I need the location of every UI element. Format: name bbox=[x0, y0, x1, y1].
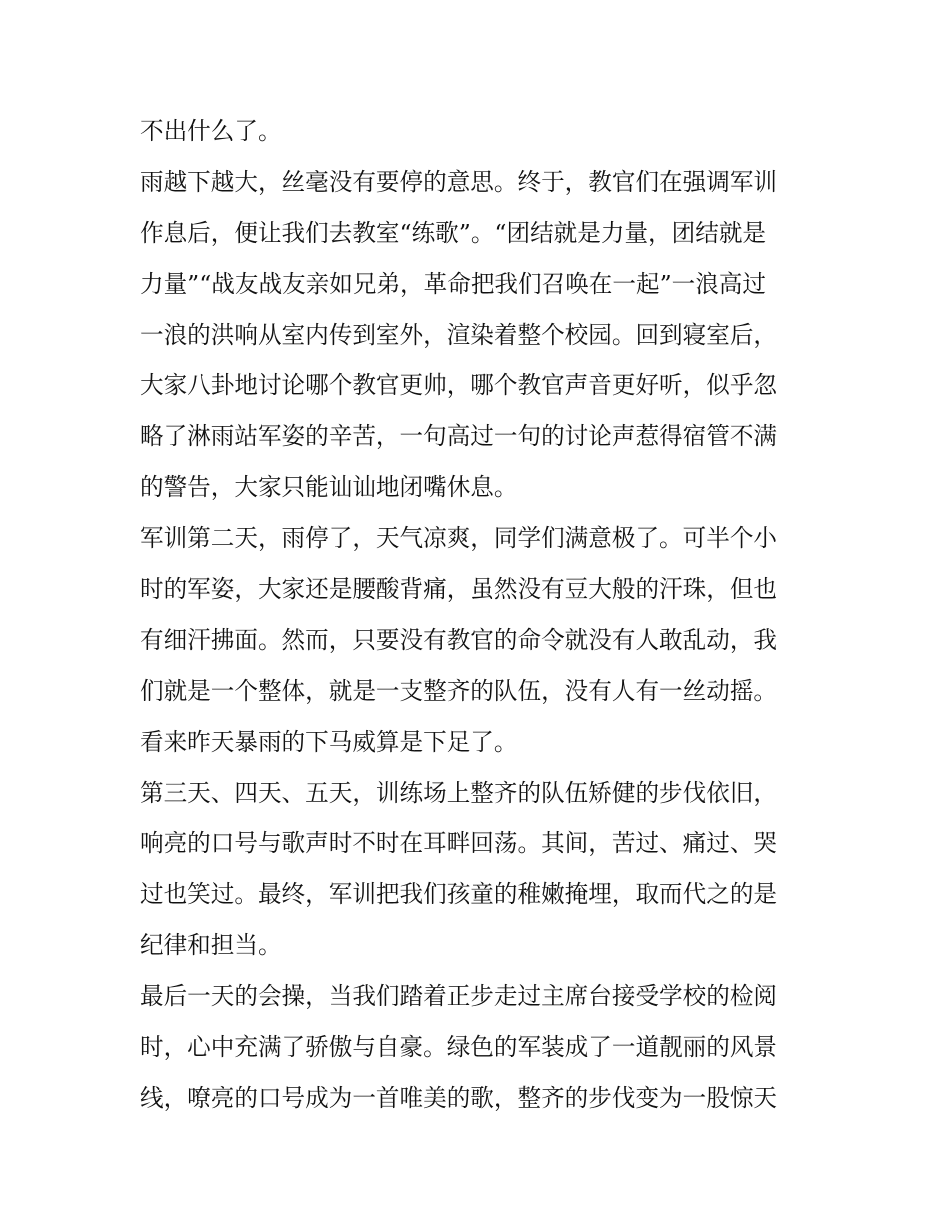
text-line: 响亮的口号与歌声时不时在耳畔回荡。其间，苦过、痛过、哭 bbox=[140, 829, 778, 858]
text-line: 的警告，大家只能讪讪地闭嘴休息。 bbox=[140, 473, 518, 502]
text-line: 第三天、四天、五天，训练场上整齐的队伍矫健的步伐依旧， bbox=[140, 778, 778, 807]
text-line: 时的军姿，大家还是腰酸背痛，虽然没有豆大般的汗珠，但也 bbox=[140, 575, 778, 604]
text-line: 看来昨天暴雨的下马威算是下足了。 bbox=[140, 727, 518, 756]
text-line: 作息后，便让我们去教室“练歌”。“团结就是力量，团结就是 bbox=[140, 218, 767, 247]
text-line: 最后一天的会操，当我们踏着正步走过主席台接受学校的检阅 bbox=[140, 982, 778, 1011]
text-line: 有细汗拂面。然而，只要没有教官的命令就没有人敢乱动，我 bbox=[140, 625, 778, 654]
text-line: 线，嘹亮的口号成为一首唯美的歌，整齐的步伐变为一股惊天 bbox=[140, 1083, 778, 1112]
text-line: 军训第二天，雨停了，天气凉爽，同学们满意极了。可半个小 bbox=[140, 524, 778, 553]
text-line: 过也笑过。最终，军训把我们孩童的稚嫩掩埋，取而代之的是 bbox=[140, 880, 778, 909]
text-line: 时，心中充满了骄傲与自豪。绿色的军装成了一道靓丽的风景 bbox=[140, 1033, 778, 1062]
text-line: 略了淋雨站军姿的辛苦，一句高过一句的讨论声惹得宿管不满 bbox=[140, 422, 778, 451]
text-line: 力量”“战友战友亲如兄弟，革命把我们召唤在一起”一浪高过 bbox=[140, 269, 767, 298]
text-line: 纪律和担当。 bbox=[140, 931, 282, 960]
document-body bbox=[140, 106, 820, 1124]
text-line: 大家八卦地讨论哪个教官更帅，哪个教官声音更好听，似乎忽 bbox=[140, 371, 778, 400]
text-line: 不出什么了。 bbox=[140, 117, 282, 145]
text-line: 一浪的洪响从室内传到室外，渲染着整个校园。回到寝室后， bbox=[140, 320, 778, 349]
text-line: 们就是一个整体，就是一支整齐的队伍，没有人有一丝动摇。 bbox=[140, 676, 778, 705]
text-line: 雨越下越大，丝毫没有要停的意思。终于，教官们在强调军训 bbox=[140, 167, 778, 196]
